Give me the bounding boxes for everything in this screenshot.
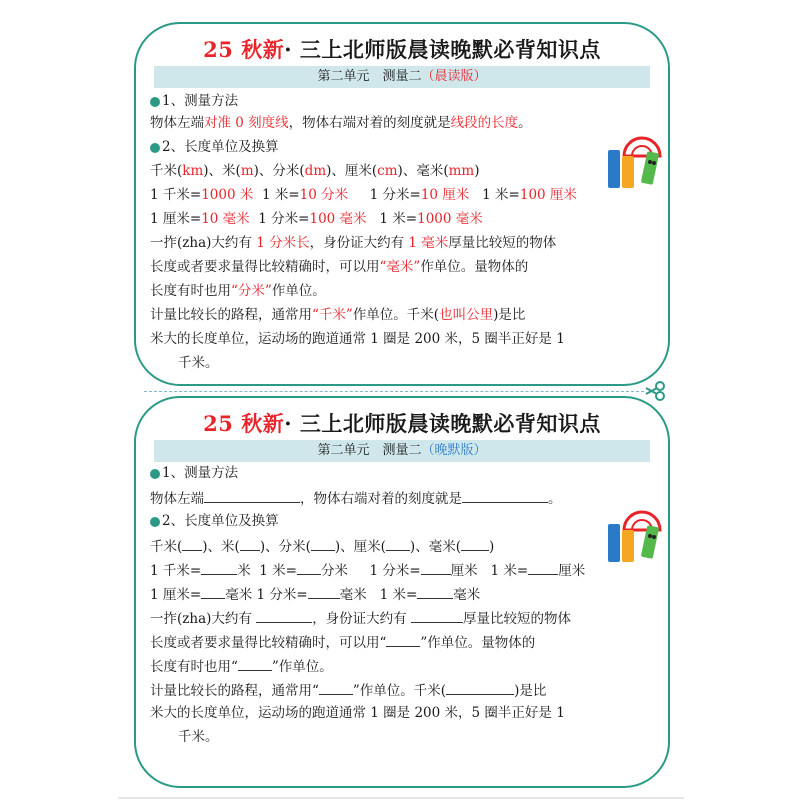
blank-field[interactable] [308,584,340,599]
unit-bar [154,440,650,462]
units-line: 千米(km)、米(m)、分米(dm)、厘米(cm)、毫米(mm) [150,163,480,179]
measure-method-line: 物体左端 ，物体右端对着的刻度就是 。 [150,488,562,508]
paragraph-line: 计量比较长的路程，通常用“ ”作单位。千米( )是比 [150,680,546,700]
blank-field[interactable] [256,608,312,623]
blank-field[interactable] [238,656,272,671]
blank-field[interactable] [386,632,420,647]
units-line: 千米( )、米( )、分米( )、厘米( )、毫米( ) [150,536,494,556]
cut-divider [144,391,644,392]
bullet-dot-icon [150,97,160,107]
conversion-line-2: 1 厘米=10 毫米 1 分米=100 毫米 1 米=1000 毫米 [150,211,483,227]
bullet-dot-icon [150,143,160,153]
page-title [136,34,668,64]
evening-card [134,396,670,788]
conversion-line-1: 1 千米=1000 米 1 米=10 分米 1 分米=10 厘米 1 米=100 厘米 [150,187,577,203]
blank-field[interactable] [297,560,321,575]
blank-field[interactable] [462,488,548,503]
ruler-protractor-icon [604,126,666,190]
paragraph-line: 长度有时也用“分米”作单位。 [150,283,326,299]
paragraph-line: 长度或者要求量得比较精确时，可以用“毫米”作单位。量物体的 [150,259,529,275]
bullet-dot-icon [150,517,160,527]
blank-field[interactable] [204,488,300,503]
unit-bar [154,66,650,88]
page-title [136,408,668,438]
blank-field[interactable] [319,680,353,695]
blank-field[interactable] [182,536,202,551]
section-heading: 2、长度单位及换算 [150,138,279,156]
title-prefix: 25 秋新 [203,411,285,436]
blank-field[interactable] [386,536,410,551]
blank-field[interactable] [201,584,225,599]
section-heading: 2、长度单位及换算 [150,512,279,530]
paragraph-line: 千米。 [178,355,219,371]
bullet-dot-icon [150,469,160,479]
version-label: （晚默版） [421,443,487,458]
title-rest: · 三上北师版晨读晚默必背知识点 [284,411,601,436]
morning-card [134,22,670,386]
blank-field[interactable] [461,536,489,551]
page-bottom-rule [118,797,684,799]
blank-field[interactable] [446,680,514,695]
paragraph-line: 一拃(zha)大约有 1 分米长，身份证大约有 1 毫米厚量比较短的物体 [150,235,557,251]
blank-field[interactable] [411,608,463,623]
blank-field[interactable] [240,536,260,551]
unit-label: 第二单元 测量二 [317,69,422,84]
version-label: （晨读版） [421,69,487,84]
paragraph-line: 米大的长度单位，运动场的跑道通常 1 圈是 200 米，5 圈半正好是 1 [150,331,565,347]
section-heading: 1、测量方法 [150,92,238,110]
paragraph-line: 米大的长度单位，运动场的跑道通常 1 圈是 200 米，5 圈半正好是 1 [150,705,565,721]
title-prefix: 25 秋新 [203,37,285,62]
paragraph-line: 长度有时也用“ ”作单位。 [150,656,333,676]
ruler-protractor-icon [604,500,666,564]
conversion-line-2: 1 厘米= 毫米 1 分米= 毫米 1 米= 毫米 [150,584,480,604]
unit-label: 第二单元 测量二 [317,443,422,458]
blank-field[interactable] [528,560,558,575]
title-rest: · 三上北师版晨读晚默必背知识点 [284,37,601,62]
paragraph-line: 计量比较长的路程，通常用“千米”作单位。千米(也叫公里)是比 [150,307,526,323]
conversion-line-1: 1 千米= 米 1 米= 分米 1 分米= 厘米 1 米= 厘米 [150,560,585,580]
paragraph-line: 长度或者要求量得比较精确时，可以用“ ”作单位。量物体的 [150,632,535,652]
blank-field[interactable] [311,536,335,551]
paragraph-line: 千米。 [178,729,219,745]
section-heading: 1、测量方法 [150,464,238,482]
blank-field[interactable] [421,560,451,575]
scissors-icon [645,380,667,402]
blank-field[interactable] [417,584,453,599]
blank-field[interactable] [201,560,237,575]
paragraph-line: 一拃(zha)大约有 ，身份证大约有 厚量比较短的物体 [150,608,571,628]
measure-method-line: 物体左端对准 0 刻度线，物体右端对着的刻度就是线段的长度。 [150,115,532,131]
